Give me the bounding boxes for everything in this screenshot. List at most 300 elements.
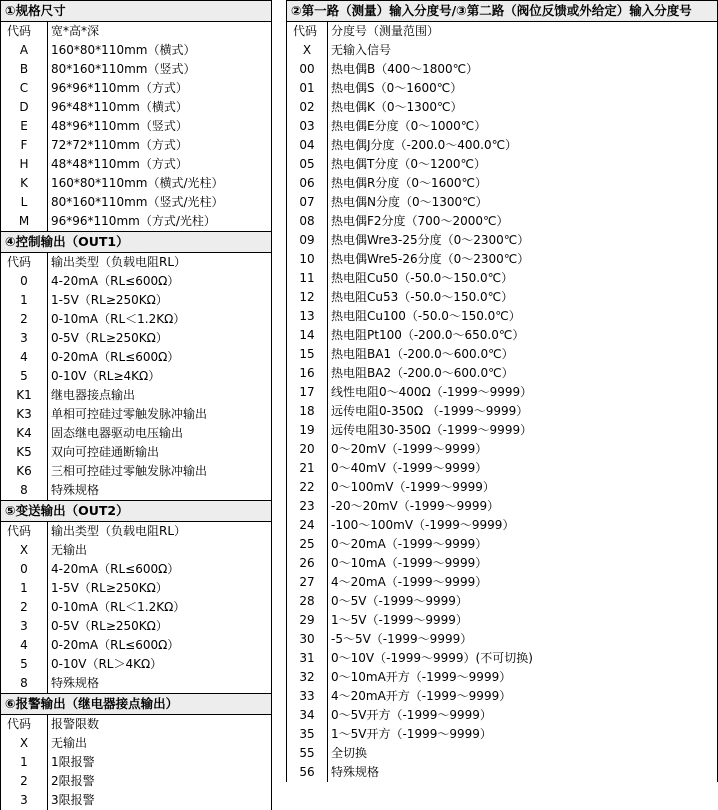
column-divider <box>327 725 328 744</box>
cell-description: 特殊规格 <box>331 765 380 779</box>
cell-description: 热电阻Cu100（-50.0～150.0℃） <box>331 309 521 323</box>
table-row <box>287 174 717 193</box>
table-row <box>287 573 717 592</box>
table-row <box>1 117 271 136</box>
cell-description: 4-20mA（RL≤600Ω） <box>51 562 180 576</box>
table-row <box>287 345 717 364</box>
column-divider <box>327 668 328 687</box>
column-divider <box>327 383 328 402</box>
header-desc: 分度号（测量范围） <box>331 24 440 38</box>
cell-code: 30 <box>299 632 315 646</box>
column-divider <box>327 554 328 573</box>
left-column <box>0 0 272 807</box>
cell-code: 31 <box>299 651 315 665</box>
header-desc: 输出类型（负载电阻RL） <box>51 255 187 269</box>
table-row <box>1 386 271 405</box>
header-desc: 报警限数 <box>51 717 100 731</box>
cell-code: A <box>19 43 29 57</box>
column-divider <box>47 522 48 541</box>
column-divider <box>47 617 48 636</box>
cell-code: 8 <box>20 676 28 690</box>
cell-code: 23 <box>299 499 315 513</box>
table-header-row <box>287 22 717 41</box>
table-row <box>287 478 717 497</box>
cell-code: E <box>20 119 28 133</box>
cell-code: 08 <box>299 214 315 228</box>
column-divider <box>327 364 328 383</box>
cell-code: L <box>20 195 28 209</box>
cell-code: 16 <box>299 366 315 380</box>
cell-description: 热电偶E分度（0～1000℃） <box>331 119 487 133</box>
cell-code: X <box>19 736 29 750</box>
table-row <box>1 212 271 231</box>
cell-code: 04 <box>299 138 315 152</box>
table-row <box>287 497 717 516</box>
table-control-output <box>0 253 272 501</box>
cell-description: 三相可控硅过零触发脉冲输出 <box>51 464 208 478</box>
cell-code: 2 <box>20 312 28 326</box>
table-row <box>287 706 717 725</box>
column-divider <box>47 424 48 443</box>
table-row <box>1 98 271 117</box>
cell-description: 热电偶J分度（-200.0～400.0℃） <box>331 138 518 152</box>
cell-description: 热电阻Pt100（-200.0～650.0℃） <box>331 328 525 342</box>
table-header-row <box>1 253 271 272</box>
column-divider <box>47 174 48 193</box>
column-divider <box>327 744 328 763</box>
cell-code: 56 <box>299 765 315 779</box>
table-row <box>287 668 717 687</box>
column-divider <box>47 462 48 481</box>
table-row <box>287 231 717 250</box>
cell-description: 160*80*110mm（横式） <box>51 43 196 57</box>
table-row <box>287 307 717 326</box>
cell-code: 1 <box>20 293 28 307</box>
cell-code: 35 <box>299 727 315 741</box>
table-row <box>287 155 717 174</box>
header-desc: 宽*高*深 <box>51 24 100 38</box>
cell-code: K1 <box>16 388 32 402</box>
table-row <box>1 560 271 579</box>
cell-code: 3 <box>20 331 28 345</box>
cell-description: -5～5V（-1999～9999） <box>331 632 473 646</box>
cell-description: 热电偶N分度（0～1300℃） <box>331 195 488 209</box>
cell-code: 02 <box>299 100 315 114</box>
cell-code: 20 <box>299 442 315 456</box>
column-divider <box>327 440 328 459</box>
cell-description: 0～20mA（-1999～9999） <box>331 537 488 551</box>
cell-description: 热电偶B（400～1800℃） <box>331 62 479 76</box>
column-divider <box>327 478 328 497</box>
column-divider <box>47 636 48 655</box>
table-row <box>287 516 717 535</box>
cell-description: 0～5V开方（-1999～9999） <box>331 708 492 722</box>
column-divider <box>47 310 48 329</box>
cell-code: 06 <box>299 176 315 190</box>
cell-description: 160*80*110mm（横式/光柱） <box>51 176 224 190</box>
column-divider <box>327 288 328 307</box>
cell-code: 1 <box>20 755 28 769</box>
cell-code: K3 <box>16 407 32 421</box>
table-row <box>1 753 271 772</box>
table-row <box>287 687 717 706</box>
cell-code: D <box>19 100 29 114</box>
column-divider <box>327 706 328 725</box>
cell-code: 00 <box>299 62 315 76</box>
table-row <box>1 462 271 481</box>
cell-code: 05 <box>299 157 315 171</box>
cell-description: 双向可控硅通断输出 <box>51 445 160 459</box>
table-row <box>1 481 271 500</box>
cell-code: B <box>19 62 29 76</box>
cell-description: 80*160*110mm（竖式/光柱） <box>51 195 224 209</box>
table-row <box>287 98 717 117</box>
cell-description: 全切换 <box>331 746 368 760</box>
cell-code: K6 <box>16 464 32 478</box>
table-row <box>287 649 717 668</box>
table-row <box>1 636 271 655</box>
cell-description: 继电器接点输出 <box>51 388 136 402</box>
column-divider <box>47 481 48 500</box>
cell-description: 特殊规格 <box>51 676 100 690</box>
table-row <box>1 405 271 424</box>
column-divider <box>327 41 328 60</box>
cell-description: 远传电阻0-350Ω （-1999～9999） <box>331 404 529 418</box>
cell-description: 0～20mV（-1999～9999） <box>331 442 488 456</box>
column-divider <box>47 405 48 424</box>
cell-code: 55 <box>299 746 315 760</box>
column-divider <box>327 79 328 98</box>
column-divider <box>327 611 328 630</box>
column-divider <box>47 155 48 174</box>
cell-code: 4 <box>20 638 28 652</box>
section-title-control-output: ④控制输出（OUT1） <box>0 232 272 253</box>
column-divider <box>327 497 328 516</box>
table-header-row <box>1 522 271 541</box>
column-divider <box>47 734 48 753</box>
cell-description: 线性电阻0～400Ω（-1999～9999） <box>331 385 533 399</box>
column-divider <box>327 516 328 535</box>
table-row <box>287 326 717 345</box>
column-divider <box>327 687 328 706</box>
cell-code: 14 <box>299 328 315 342</box>
table-row <box>1 272 271 291</box>
cell-code: 0 <box>20 562 28 576</box>
table-row <box>1 734 271 753</box>
column-divider <box>327 592 328 611</box>
table-header-row <box>1 715 271 734</box>
table-row <box>1 155 271 174</box>
cell-description: 0～10V（-1999～9999）(不可切换) <box>331 651 533 665</box>
column-gap <box>272 0 286 781</box>
column-divider <box>327 269 328 288</box>
cell-description: 单相可控硅过零触发脉冲输出 <box>51 407 208 421</box>
table-row <box>1 655 271 674</box>
table-row <box>287 554 717 573</box>
table-row <box>1 772 271 791</box>
column-divider <box>47 329 48 348</box>
cell-description: 0-20mA（RL≤600Ω） <box>51 350 180 364</box>
column-divider <box>47 560 48 579</box>
header-code: 代码 <box>7 717 32 731</box>
cell-description: 80*160*110mm（竖式） <box>51 62 196 76</box>
column-divider <box>327 345 328 364</box>
cell-code: X <box>302 43 312 57</box>
cell-code: 17 <box>299 385 315 399</box>
cell-code: 28 <box>299 594 315 608</box>
cell-description: 固态继电器驱动电压输出 <box>51 426 184 440</box>
cell-description: 无输出 <box>51 736 88 750</box>
cell-code: 34 <box>299 708 315 722</box>
cell-code: 21 <box>299 461 315 475</box>
header-code: 代码 <box>7 24 32 38</box>
column-divider <box>47 22 48 41</box>
cell-code: 32 <box>299 670 315 684</box>
table-row <box>287 611 717 630</box>
cell-code: 25 <box>299 537 315 551</box>
column-divider <box>327 60 328 79</box>
cell-description: 0-10V（RL≥4KΩ） <box>51 369 161 383</box>
cell-code: 5 <box>20 369 28 383</box>
cell-description: 热电阻Cu53（-50.0～150.0℃） <box>331 290 514 304</box>
header-desc: 输出类型（负载电阻RL） <box>51 524 187 538</box>
cell-code: 07 <box>299 195 315 209</box>
column-divider <box>47 541 48 560</box>
column-divider <box>327 630 328 649</box>
cell-code: X <box>19 543 29 557</box>
cell-code: 2 <box>20 774 28 788</box>
cell-description: 0～10mA开方（-1999～9999） <box>331 670 512 684</box>
table-row <box>1 310 271 329</box>
table-row <box>287 592 717 611</box>
cell-description: 热电偶Wre5-26分度（0～2300℃） <box>331 252 530 266</box>
table-row <box>287 630 717 649</box>
cell-description: 48*96*110mm（竖式） <box>51 119 188 133</box>
table-row <box>287 364 717 383</box>
cell-code: H <box>19 157 29 171</box>
cell-description: 4～20mA开方（-1999～9999） <box>331 689 512 703</box>
cell-description: 1限报警 <box>51 755 95 769</box>
cell-description: 无输入信号 <box>331 43 392 57</box>
table-row <box>1 617 271 636</box>
column-divider <box>47 772 48 791</box>
cell-description: 0～10mA（-1999～9999） <box>331 556 488 570</box>
column-divider <box>47 674 48 693</box>
column-divider <box>47 791 48 810</box>
cell-code: F <box>20 138 28 152</box>
table-row <box>1 174 271 193</box>
cell-description: 1～5V开方（-1999～9999） <box>331 727 492 741</box>
cell-code: 01 <box>299 81 315 95</box>
table-row <box>1 443 271 462</box>
cell-code: M <box>18 214 30 228</box>
cell-description: 0-10mA（RL＜1.2KΩ） <box>51 312 186 326</box>
cell-description: 1-5V（RL≥250KΩ） <box>51 581 168 595</box>
cell-description: 热电阻BA1（-200.0～600.0℃） <box>331 347 514 361</box>
cell-description: 热电阻BA2（-200.0～600.0℃） <box>331 366 514 380</box>
cell-description: 0-10mA（RL＜1.2KΩ） <box>51 600 186 614</box>
header-code: 代码 <box>293 24 318 38</box>
table-row <box>287 79 717 98</box>
column-divider <box>327 117 328 136</box>
cell-description: 4～20mA（-1999～9999） <box>331 575 488 589</box>
column-divider <box>47 753 48 772</box>
cell-description: 0～100mV（-1999～9999） <box>331 480 495 494</box>
table-row <box>1 291 271 310</box>
table-row <box>287 269 717 288</box>
table-alarm-output <box>0 715 272 810</box>
cell-code: 19 <box>299 423 315 437</box>
table-row <box>1 136 271 155</box>
cell-description: 0-20mA（RL≤600Ω） <box>51 638 180 652</box>
cell-description: 热电偶Wre3-25分度（0～2300℃） <box>331 233 530 247</box>
cell-code: 03 <box>299 119 315 133</box>
column-divider <box>47 272 48 291</box>
header-code: 代码 <box>7 255 32 269</box>
column-divider <box>47 117 48 136</box>
column-divider <box>327 174 328 193</box>
cell-code: 18 <box>299 404 315 418</box>
section-title-input-code: ②第一路（测量）输入分度号/③第二路（阀位反馈或外给定）输入分度号 <box>286 0 718 22</box>
cell-description: 48*48*110mm（方式） <box>51 157 188 171</box>
table-row <box>287 41 717 60</box>
column-divider <box>327 326 328 345</box>
column-divider <box>47 367 48 386</box>
table-row <box>1 60 271 79</box>
column-divider <box>327 193 328 212</box>
table-row <box>287 117 717 136</box>
cell-description: 0-5V（RL≥250KΩ） <box>51 331 168 345</box>
column-divider <box>47 715 48 734</box>
cell-code: K5 <box>16 445 32 459</box>
table-row <box>1 193 271 212</box>
right-column <box>286 0 718 781</box>
cell-code: 11 <box>299 271 315 285</box>
section-title-transmit-output: ⑤变送输出（OUT2） <box>0 501 272 522</box>
column-divider <box>47 253 48 272</box>
cell-code: 3 <box>20 793 28 807</box>
cell-code: 26 <box>299 556 315 570</box>
cell-description: 96*48*110mm（横式） <box>51 100 188 114</box>
cell-description: 72*72*110mm（方式） <box>51 138 188 152</box>
column-divider <box>47 348 48 367</box>
column-divider <box>47 136 48 155</box>
cell-code: 24 <box>299 518 315 532</box>
cell-code: K <box>20 176 28 190</box>
header-code: 代码 <box>7 524 32 538</box>
table-row <box>1 41 271 60</box>
cell-code: 2 <box>20 600 28 614</box>
table-transmit-output <box>0 522 272 694</box>
section-title-alarm-output: ⑥报警输出（继电器接点输出） <box>0 694 272 715</box>
column-divider <box>47 212 48 231</box>
cell-description: 0-10V（RL＞4KΩ） <box>51 657 163 671</box>
column-divider <box>47 655 48 674</box>
column-divider <box>47 579 48 598</box>
table-input-code <box>286 22 718 782</box>
cell-code: 15 <box>299 347 315 361</box>
cell-code: 12 <box>299 290 315 304</box>
cell-description: 0～40mV（-1999～9999） <box>331 461 488 475</box>
column-divider <box>47 598 48 617</box>
table-row <box>1 424 271 443</box>
column-divider <box>327 535 328 554</box>
column-divider <box>47 41 48 60</box>
cell-code: K4 <box>16 426 32 440</box>
table-row <box>287 459 717 478</box>
table-row <box>287 383 717 402</box>
cell-code: 5 <box>20 657 28 671</box>
cell-description: 96*96*110mm（方式） <box>51 81 188 95</box>
cell-description: 无输出 <box>51 543 88 557</box>
cell-code: 4 <box>20 350 28 364</box>
cell-code: 1 <box>20 581 28 595</box>
column-divider <box>327 459 328 478</box>
column-divider <box>327 402 328 421</box>
table-row <box>287 212 717 231</box>
table-dimensions <box>0 22 272 232</box>
column-divider <box>327 22 328 41</box>
column-divider <box>47 193 48 212</box>
cell-code: 33 <box>299 689 315 703</box>
cell-description: 96*96*110mm（方式/光柱） <box>51 214 216 228</box>
cell-code: 29 <box>299 613 315 627</box>
table-row <box>1 541 271 560</box>
cell-code: 3 <box>20 619 28 633</box>
column-divider <box>327 573 328 592</box>
table-row <box>287 421 717 440</box>
column-divider <box>327 231 328 250</box>
cell-description: 热电偶S（0～1600℃） <box>331 81 463 95</box>
column-divider <box>327 421 328 440</box>
cell-code: 13 <box>299 309 315 323</box>
cell-description: 2限报警 <box>51 774 95 788</box>
table-row <box>287 250 717 269</box>
column-divider <box>327 763 328 782</box>
cell-code: 8 <box>20 483 28 497</box>
cell-description: 热电偶R分度（0～1600℃） <box>331 176 487 190</box>
cell-description: 特殊规格 <box>51 483 100 497</box>
table-header-row <box>1 22 271 41</box>
cell-description: 1-5V（RL≥250KΩ） <box>51 293 168 307</box>
cell-description: 3限报警 <box>51 793 95 807</box>
table-row <box>287 440 717 459</box>
cell-code: 10 <box>299 252 315 266</box>
column-divider <box>47 60 48 79</box>
cell-description: 热电偶K（0～1300℃） <box>331 100 463 114</box>
cell-code: 09 <box>299 233 315 247</box>
column-divider <box>327 136 328 155</box>
cell-code: 27 <box>299 575 315 589</box>
table-row <box>1 79 271 98</box>
table-row <box>1 579 271 598</box>
cell-description: 热电阻Cu50（-50.0～150.0℃） <box>331 271 514 285</box>
cell-description: -100～100mV（-1999～9999） <box>331 518 515 532</box>
table-row <box>1 329 271 348</box>
table-row <box>287 725 717 744</box>
cell-code: C <box>19 81 29 95</box>
section-title-dimensions: ①规格尺寸 <box>0 0 272 22</box>
column-divider <box>47 443 48 462</box>
cell-description: 0～5V（-1999～9999） <box>331 594 468 608</box>
table-row <box>287 60 717 79</box>
cell-description: 0-5V（RL≥250KΩ） <box>51 619 168 633</box>
table-row <box>287 763 717 782</box>
table-row <box>287 744 717 763</box>
cell-description: -20～20mV（-1999～9999） <box>331 499 500 513</box>
table-row <box>287 288 717 307</box>
column-divider <box>47 79 48 98</box>
